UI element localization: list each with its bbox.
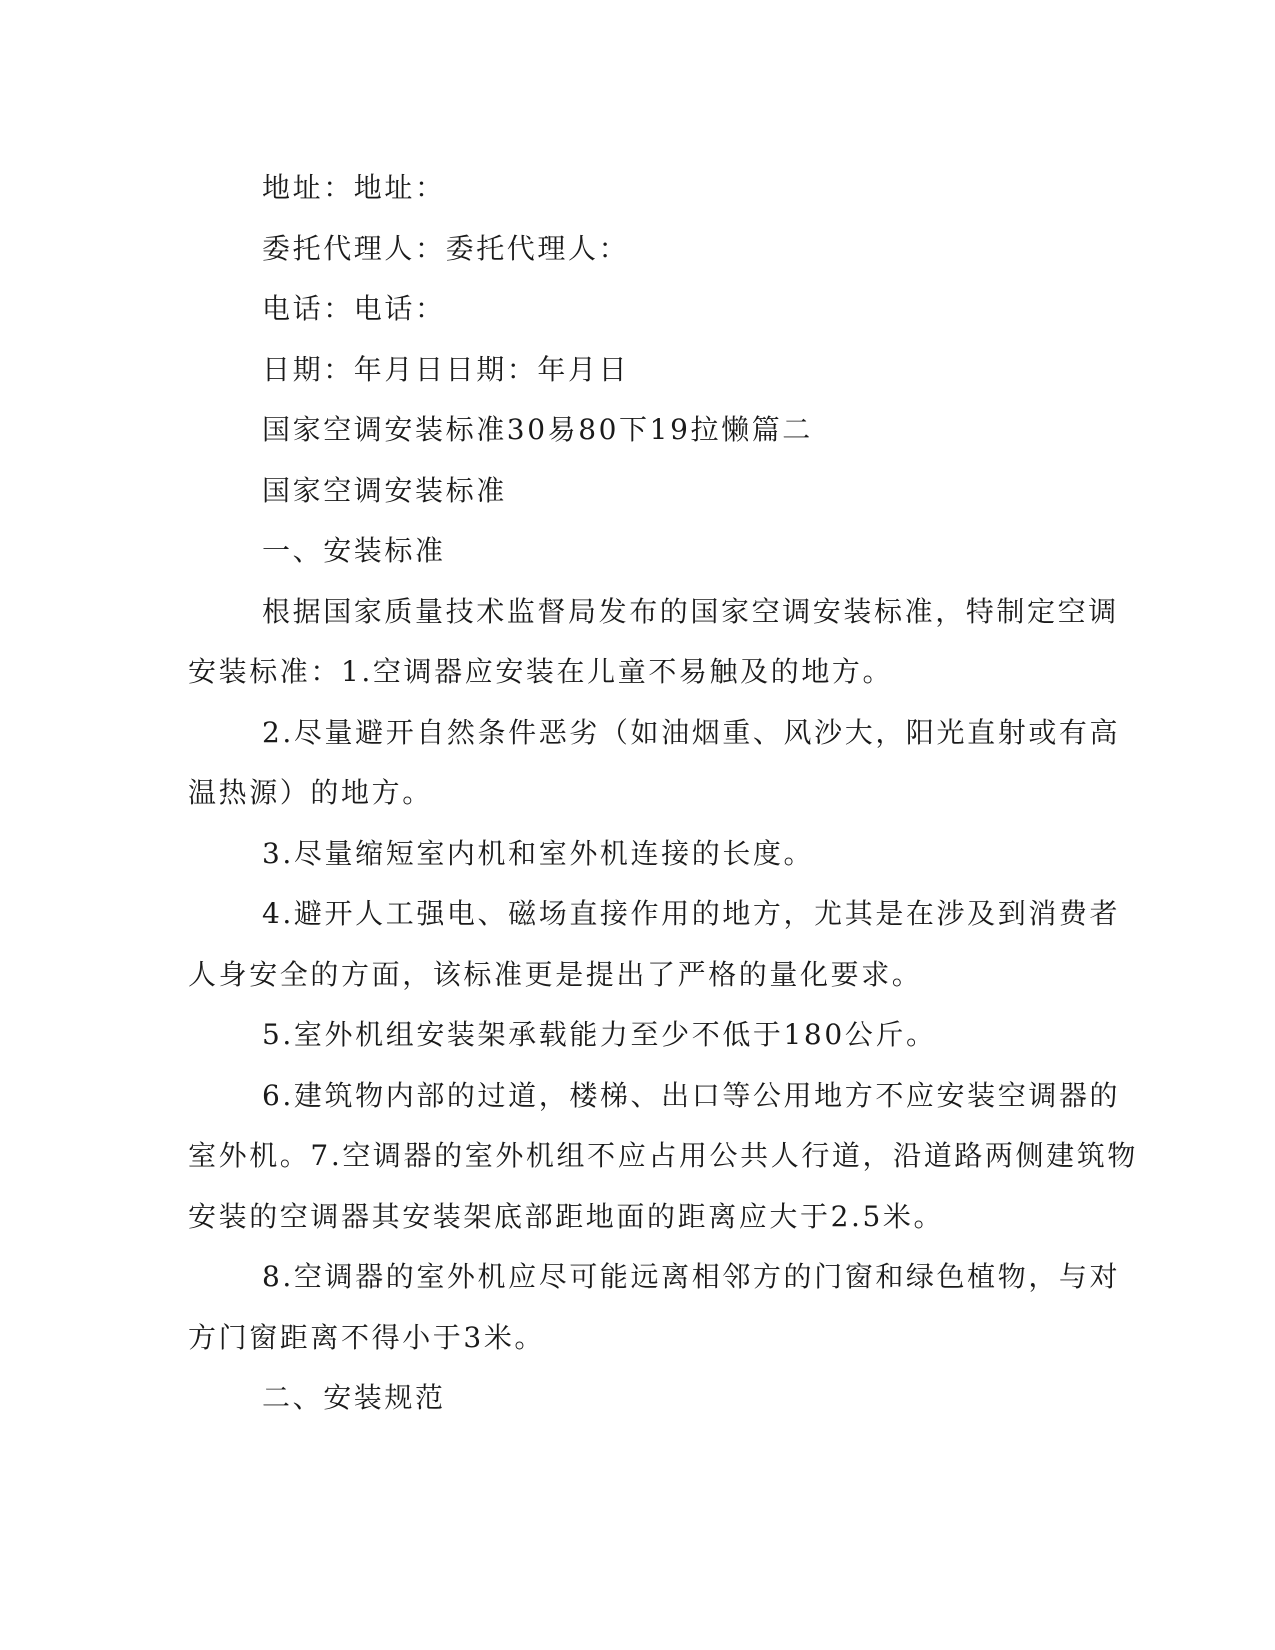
section-heading-2: 二、安装规范 — [262, 1381, 446, 1414]
paragraph-line: 2.尽量避开自然条件恶劣（如油烟重、风沙大，阳光直射或有高 — [262, 715, 1121, 749]
phone-line: 电话：电话： — [262, 292, 446, 325]
paragraph-line: 温热源）的地方。 — [188, 776, 433, 809]
paragraph-line: 安装标准：1.空调器应安装在儿童不易触及的地方。 — [188, 655, 894, 688]
paragraph-line: 5.室外机组安装架承载能力至少不低于180公斤。 — [262, 1018, 937, 1051]
paragraph-line: 安装的空调器其安装架底部距地面的距离应大于2.5米。 — [188, 1199, 945, 1233]
document-body — [188, 158, 1138, 1429]
agent-line: 委托代理人：委托代理人： — [262, 231, 630, 265]
section-title-line: 国家空调安装标准30易80下19拉懒篇二 — [262, 413, 813, 446]
paragraph-line: 6.建筑物内部的过道，楼梯、出口等公用地方不应安装空调器的 — [262, 1078, 1121, 1112]
paragraph-line: 方门窗距离不得小于3米。 — [188, 1320, 546, 1354]
address-line: 地址：地址： — [262, 171, 446, 204]
paragraph-line: 8.空调器的室外机应尽可能远离相邻方的门窗和绿色植物，与对 — [262, 1260, 1121, 1293]
paragraph-line: 4.避开人工强电、磁场直接作用的地方，尤其是在涉及到消费者 — [262, 897, 1121, 930]
paragraph-line: 3.尽量缩短室内机和室外机连接的长度。 — [262, 836, 815, 870]
paragraph-line: 根据国家质量技术监督局发布的国家空调安装标准，特制定空调 — [262, 594, 1119, 628]
paragraph-line: 人身安全的方面，该标准更是提出了严格的量化要求。 — [188, 957, 923, 991]
document-heading: 国家空调安装标准 — [262, 473, 507, 507]
paragraph-line: 室外机。7.空调器的室外机组不应占用公共人行道，沿道路两侧建筑物 — [188, 1139, 1138, 1172]
date-line: 日期：年月日日期：年月日 — [262, 352, 630, 386]
section-heading-1: 一、安装标准 — [262, 534, 446, 567]
